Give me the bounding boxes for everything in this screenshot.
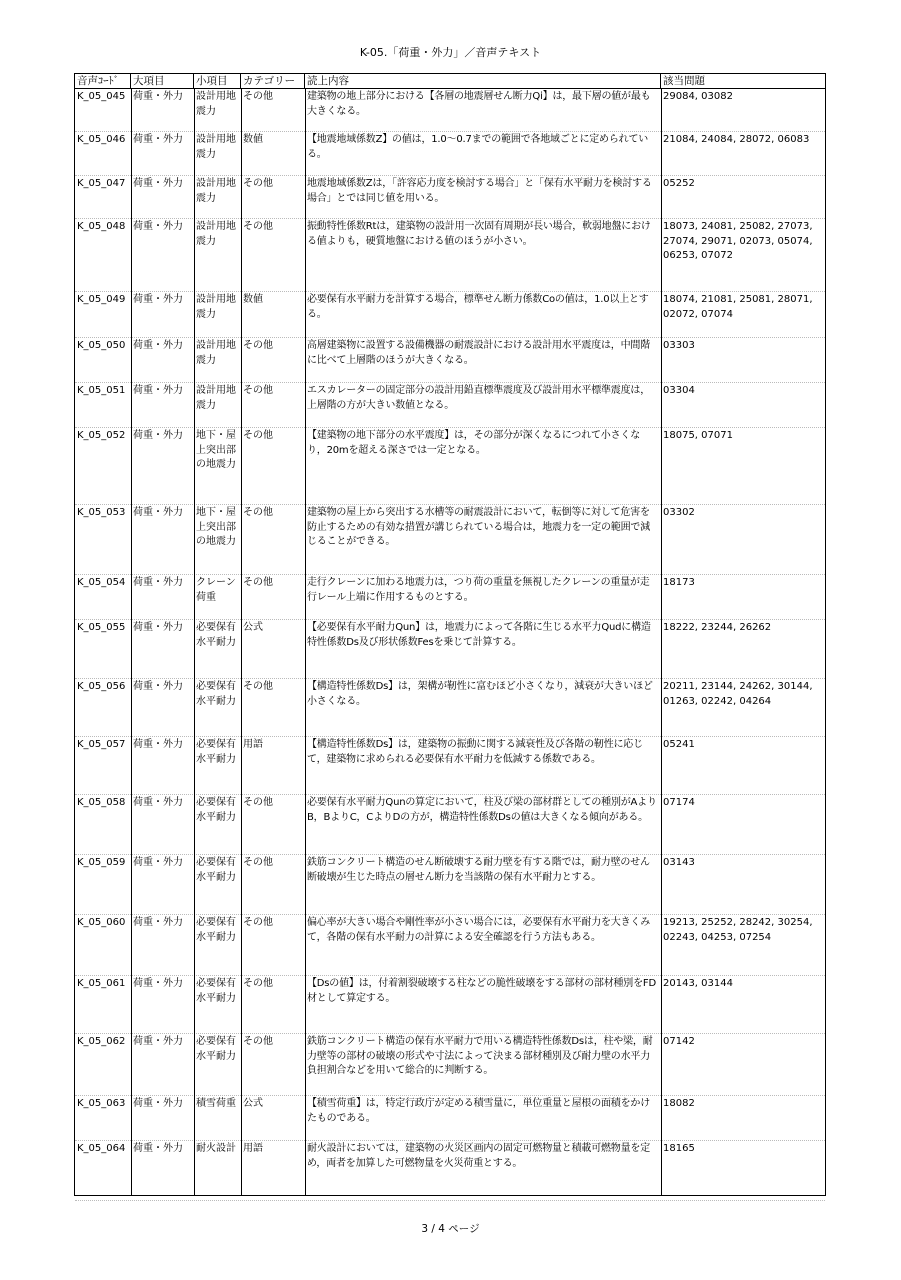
row-minor-item: 設計用地震力 — [196, 340, 236, 366]
row-major-item: 荷重・外力 — [133, 797, 183, 808]
row-minor-item: クレーン荷重 — [196, 577, 236, 603]
table-row — [75, 383, 825, 428]
row-code: K_05_053 — [77, 507, 126, 518]
row-questions: 05241 — [663, 739, 695, 750]
row-minor-item: 必要保有水平耐力 — [196, 622, 236, 648]
table-row — [75, 737, 825, 795]
row-category: その他 — [243, 91, 273, 102]
row-code: K_05_058 — [77, 797, 126, 808]
row-major-item: 荷重・外力 — [133, 430, 183, 441]
table-row — [75, 176, 825, 219]
row-minor-item: 必要保有水平耐力 — [196, 739, 236, 765]
row-questions: 18075, 07071 — [663, 430, 733, 441]
table-row — [75, 915, 825, 976]
row-major-item: 荷重・外力 — [133, 221, 183, 232]
row-minor-item: 必要保有水平耐力 — [196, 978, 236, 1004]
table-header — [75, 74, 825, 89]
row-code: K_05_048 — [77, 221, 126, 232]
row-minor-item: 設計用地震力 — [196, 91, 236, 117]
row-read-text: 必要保有水平耐力Qunの算定において，柱及び梁の部材群としての種別がAよりB，BよりC，CよりDの方が，構造特性係数Dsの値は大きくなる傾向がある。 — [307, 797, 657, 823]
header-questions: 該当問題 — [663, 75, 705, 87]
row-read-text: 建築物の地上部分における【各層の地震層せん断力Qi】は，最下層の値が最も大きくなる。 — [307, 91, 651, 117]
row-questions: 03143 — [663, 857, 695, 868]
row-minor-item: 積雪荷重 — [196, 1098, 236, 1109]
table-row — [75, 795, 825, 855]
row-code: K_05_057 — [77, 739, 126, 750]
voice-text-table — [74, 73, 826, 1196]
row-minor-item: 地下・屋上突出部の地震力 — [196, 507, 236, 548]
row-questions: 03304 — [663, 385, 695, 396]
row-major-item: 荷重・外力 — [133, 294, 183, 305]
row-category: 公式 — [243, 1098, 263, 1109]
row-category: その他 — [243, 978, 273, 989]
row-category: その他 — [243, 577, 273, 588]
row-code: K_05_056 — [77, 681, 126, 692]
row-major-item: 荷重・外力 — [133, 577, 183, 588]
row-questions: 29084, 03082 — [663, 91, 733, 102]
row-major-item: 荷重・外力 — [133, 622, 183, 633]
row-minor-item: 設計用地震力 — [196, 294, 236, 320]
row-minor-item: 設計用地震力 — [196, 221, 236, 247]
row-questions: 05252 — [663, 178, 695, 189]
row-category: 数値 — [243, 294, 263, 305]
row-read-text: 【建築物の地下部分の水平震度】は，その部分が深くなるにつれて小さくなり，20mを超える深さでは一定となる。 — [307, 430, 640, 456]
row-read-text: 建築物の屋上から突出する水槽等の耐震設計において，転倒等に対して危害を防止するための有効な措置が講じられている場合は，地震力を一定の範囲で減じることができる。 — [307, 507, 650, 548]
row-read-text: 【必要保有水平耐力Qun】は，地震力によって各階に生じる水平力Qudに構造特性係数Ds及び形状係数Fesを乗じて計算する。 — [307, 622, 651, 648]
row-category: その他 — [243, 507, 273, 518]
row-category: その他 — [243, 917, 273, 928]
row-minor-item: 必要保有水平耐力 — [196, 1036, 236, 1062]
row-questions: 07142 — [663, 1036, 695, 1047]
row-read-text: 鉄筋コンクリート構造のせん断破壊する耐力壁を有する階では，耐力壁のせん断破壊が生じた時点の層せん断力を当該階の保有水平耐力とする。 — [307, 857, 650, 883]
row-read-text: 【構造特性係数Ds】は，建築物の振動に関する減衰性及び各階の靭性に応じて，建築物に求められる必要保有水平耐力を低減する係数である。 — [307, 739, 643, 765]
table-row — [75, 620, 825, 679]
document-title: K-05.「荷重・外力」／音声テキスト — [359, 46, 542, 59]
header-read-text: 読上内容 — [305, 74, 661, 88]
table-body — [75, 89, 825, 1195]
row-category: その他 — [243, 178, 273, 189]
table-row — [75, 428, 825, 505]
table-row — [75, 132, 825, 176]
row-major-item: 荷重・外力 — [133, 1098, 183, 1109]
row-minor-item: 必要保有水平耐力 — [196, 917, 236, 943]
row-code: K_05_050 — [77, 340, 126, 351]
row-questions: 18173 — [663, 577, 695, 588]
row-read-text: 走行クレーンに加わる地震力は，つり荷の重量を無視したクレーンの重量が走行レール上端に作用するものとする。 — [307, 577, 650, 603]
row-category: その他 — [243, 340, 273, 351]
row-questions: 18074, 21081, 25081, 28071, 02072, 07074 — [663, 294, 813, 320]
row-code: K_05_045 — [77, 91, 126, 102]
row-minor-item: 耐火設計 — [196, 1143, 236, 1154]
row-questions: 20143, 03144 — [663, 978, 733, 989]
row-category: その他 — [243, 1036, 273, 1047]
row-category: 公式 — [243, 622, 263, 633]
row-major-item: 荷重・外力 — [133, 340, 183, 351]
row-code: K_05_064 — [77, 1143, 126, 1154]
row-questions: 20211, 23144, 24262, 30144, 01263, 02242, 04264 — [663, 681, 813, 707]
row-read-text: 鉄筋コンクリート構造の保有水平耐力で用いる構造特性係数Dsは，柱や梁，耐力壁等の部材の破壊の形式や寸法によって決まる部材種別及び耐力壁の水平力負担割合などを用いて総合的に判断する。 — [307, 1036, 653, 1077]
row-questions: 18073, 24081, 25082, 27073, 27074, 29071, 02073, 05074, 06253, 07072 — [663, 221, 813, 262]
row-category: 数値 — [243, 134, 263, 145]
row-minor-item: 設計用地震力 — [196, 134, 236, 160]
row-read-text: 【構造特性係数Ds】は，架構が靭性に富むほど小さくなり，減衰が大きいほど小さくなる。 — [307, 681, 653, 707]
row-read-text: 【地震地域係数Z】の値は，1.0～0.7までの範囲で各地域ごとに定められている。 — [307, 134, 649, 160]
row-major-item: 荷重・外力 — [133, 681, 183, 692]
row-major-item: 荷重・外力 — [133, 739, 183, 750]
row-questions: 21084, 24084, 28072, 06083 — [663, 134, 810, 145]
row-code: K_05_049 — [77, 294, 126, 305]
row-read-text: 偏心率が大きい場合や剛性率が小さい場合には，必要保有水平耐力を大きくみて，各階の保有水平耐力の計算による安全確認を行う方法もある。 — [307, 917, 650, 943]
row-read-text: 耐火設計においては，建築物の火災区画内の固定可燃物量と積載可燃物量を定め，両者を加算した可燃物量を火災荷重とする。 — [307, 1143, 650, 1169]
row-category: 用語 — [243, 1143, 263, 1154]
row-code: K_05_061 — [77, 978, 126, 989]
table-row — [75, 89, 825, 132]
page-number: 3 / 4 ページ — [421, 1223, 480, 1235]
row-code: K_05_062 — [77, 1036, 126, 1047]
row-read-text: エスカレーターの固定部分の設計用鉛直標準震度及び設計用水平標準震度は，上層階の方が大きい数値となる。 — [307, 385, 650, 411]
row-major-item: 荷重・外力 — [133, 385, 183, 396]
table-row — [75, 855, 825, 915]
row-read-text: 必要保有水平耐力を計算する場合，標準せん断力係数Coの値は，1.0以上とする。 — [307, 294, 649, 320]
row-major-item: 荷重・外力 — [133, 134, 183, 145]
row-code: K_05_047 — [77, 178, 126, 189]
header-code: 音声ｺｰﾄﾞ — [75, 74, 131, 88]
row-major-item: 荷重・外力 — [133, 1143, 183, 1154]
row-minor-item: 設計用地震力 — [196, 178, 236, 204]
row-questions: 18165 — [663, 1143, 695, 1154]
row-questions: 19213, 25252, 28242, 30254, 02243, 04253, 07254 — [663, 917, 813, 943]
table-row — [75, 219, 825, 292]
table-row — [75, 1034, 825, 1096]
table-row — [75, 1141, 825, 1201]
row-major-item: 荷重・外力 — [133, 507, 183, 518]
row-minor-item: 必要保有水平耐力 — [196, 797, 236, 823]
row-major-item: 荷重・外力 — [133, 917, 183, 928]
row-category: その他 — [243, 385, 273, 396]
row-category: 用語 — [243, 739, 263, 750]
row-major-item: 荷重・外力 — [133, 1036, 183, 1047]
table-row — [75, 679, 825, 737]
row-questions: 03302 — [663, 507, 695, 518]
table-row — [75, 1096, 825, 1141]
row-read-text: 【Dsの値】は，付着割裂破壊する柱などの脆性破壊をする部材の部材種別をFD材として算定する。 — [307, 978, 656, 1004]
row-questions: 03303 — [663, 340, 695, 351]
header-category: カテゴリー — [241, 74, 305, 88]
row-category: その他 — [243, 797, 273, 808]
row-questions: 18082 — [663, 1098, 695, 1109]
row-code: K_05_046 — [77, 134, 126, 145]
row-code: K_05_063 — [77, 1098, 126, 1109]
row-code: K_05_059 — [77, 857, 126, 868]
header-major-item: 大項目 — [131, 74, 194, 88]
row-major-item: 荷重・外力 — [133, 857, 183, 868]
row-minor-item: 必要保有水平耐力 — [196, 681, 236, 707]
row-read-text: 【積雪荷重】は，特定行政庁が定める積雪量に，単位重量と屋根の面積をかけたものである。 — [307, 1098, 650, 1124]
row-questions: 07174 — [663, 797, 695, 808]
table-row — [75, 976, 825, 1034]
header-minor-item: 小項目 — [194, 74, 241, 88]
row-major-item: 荷重・外力 — [133, 91, 183, 102]
row-category: その他 — [243, 857, 273, 868]
table-row — [75, 292, 825, 338]
row-minor-item: 必要保有水平耐力 — [196, 857, 236, 883]
row-major-item: 荷重・外力 — [133, 978, 183, 989]
row-questions: 18222, 23244, 26262 — [663, 622, 772, 633]
row-read-text: 地震地域係数Zは，「許容応力度を検討する場合」と「保有水平耐力を検討する場合」とでは同じ値を用いる。 — [307, 178, 652, 204]
row-code: K_05_054 — [77, 577, 126, 588]
row-major-item: 荷重・外力 — [133, 178, 183, 189]
table-row — [75, 505, 825, 575]
row-read-text: 振動特性係数Rtは，建築物の設計用一次固有周期が長い場合，軟弱地盤における値よりも，硬質地盤における値のほうが小さい。 — [307, 221, 651, 247]
row-category: その他 — [243, 430, 273, 441]
row-category: その他 — [243, 681, 273, 692]
row-minor-item: 設計用地震力 — [196, 385, 236, 411]
row-code: K_05_052 — [77, 430, 126, 441]
row-code: K_05_060 — [77, 917, 126, 928]
row-minor-item: 地下・屋上突出部の地震力 — [196, 430, 236, 471]
row-code: K_05_051 — [77, 385, 126, 396]
row-read-text: 高層建築物に設置する設備機器の耐震設計における設計用水平震度は，中間階に比べて上層階のほうが大きくなる。 — [307, 340, 650, 366]
table-row — [75, 575, 825, 620]
row-category: その他 — [243, 221, 273, 232]
row-code: K_05_055 — [77, 622, 126, 633]
table-row — [75, 338, 825, 383]
